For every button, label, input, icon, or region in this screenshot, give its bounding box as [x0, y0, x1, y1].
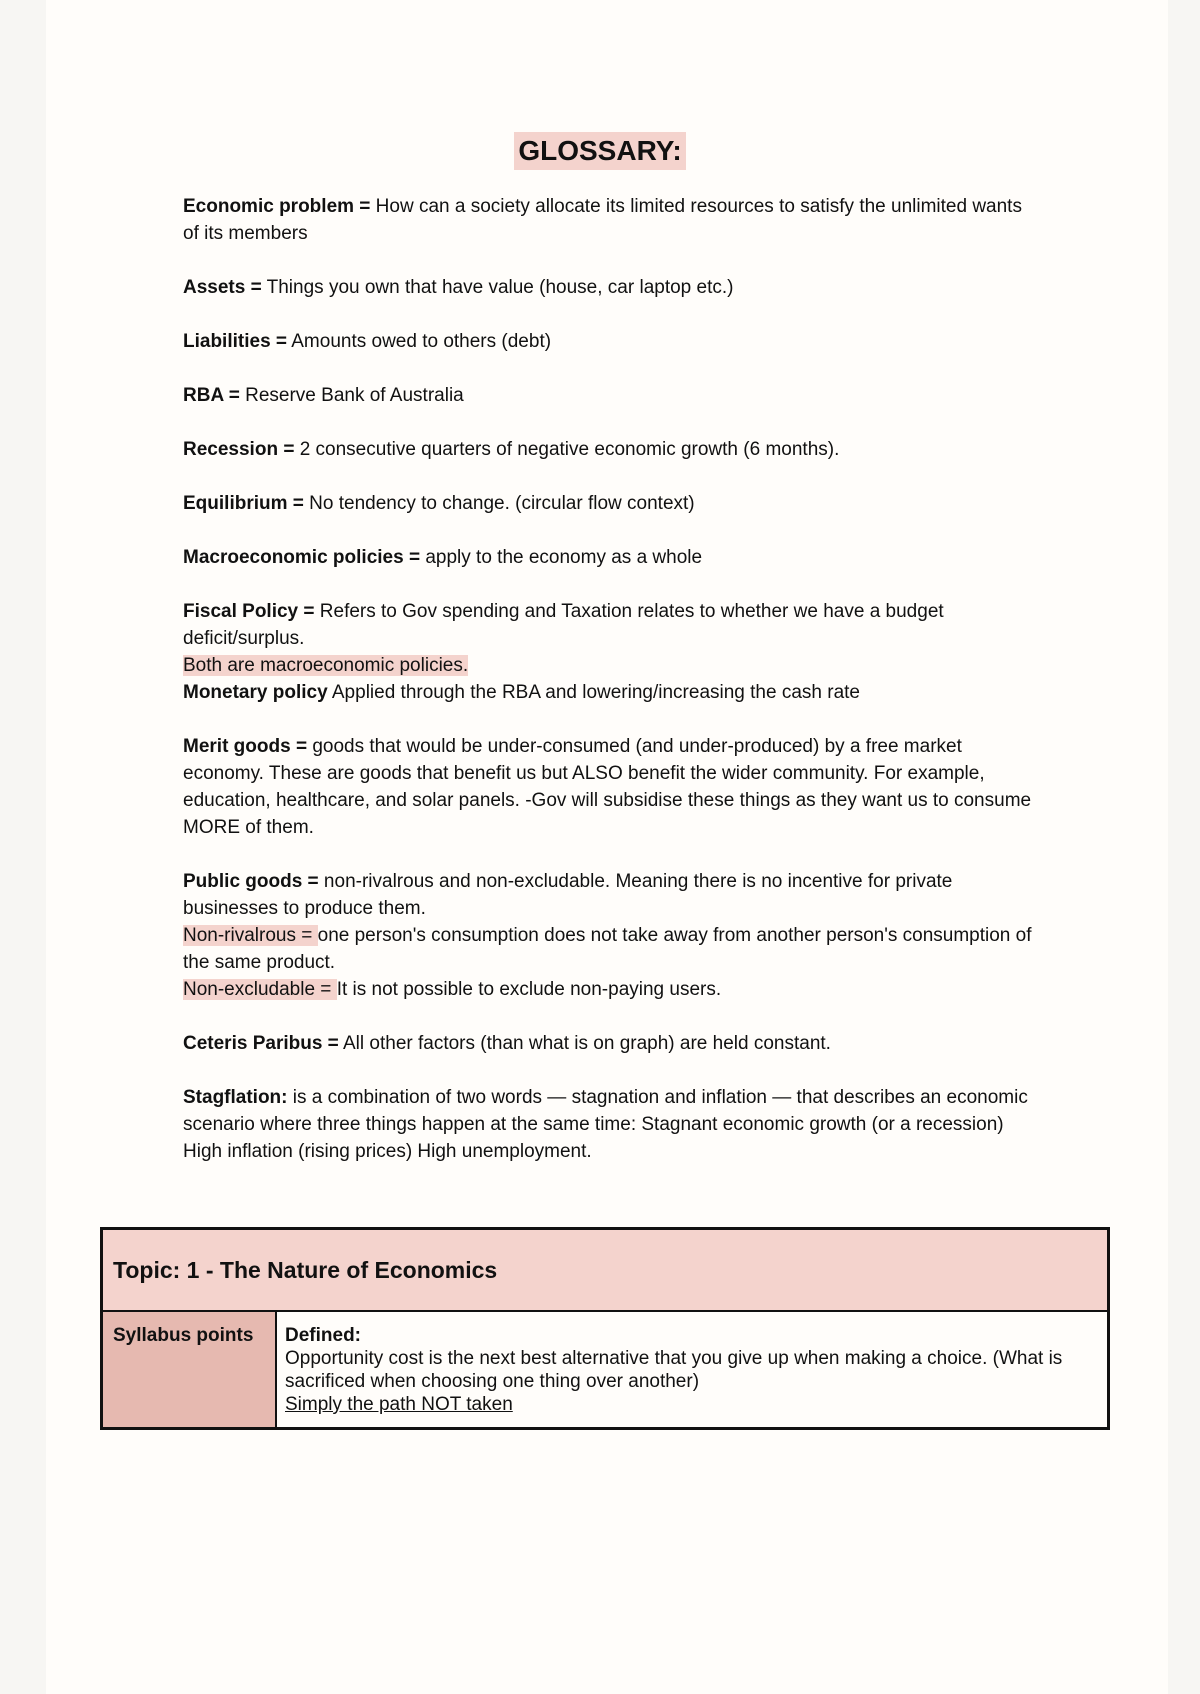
entry-recession — [183, 436, 1043, 463]
definition: is a combination of two words — stagnation and inflation — that describes an economic scenario where three things happen at the same time: Stagnant economic growth (or a recession) High inflation (rising prices) High unemployment. — [183, 1087, 1028, 1162]
underlined-note: Simply the path NOT taken — [285, 1394, 513, 1415]
definition: How can a society allocate its limited resources to satisfy the unlimited wants of its members — [183, 196, 1022, 244]
definition: Amounts owed to others (debt) — [287, 331, 552, 352]
entry-liabilities — [183, 328, 1043, 355]
glossary-list — [183, 193, 1043, 1192]
highlighted-term: Non-rivalrous = — [183, 925, 318, 946]
definition: Reserve Bank of Australia — [239, 385, 464, 406]
term: Liabilities = — [183, 331, 288, 352]
entry-merit-goods — [183, 733, 1043, 841]
topic-header: Topic: 1 - The Nature of Economics — [103, 1230, 1107, 1312]
entry-stagflation — [183, 1084, 1043, 1165]
topic-content — [277, 1312, 1107, 1427]
entry-non-rivalrous — [183, 922, 1043, 976]
definition: No tendency to change. (circular flow context) — [303, 493, 695, 514]
entry-equilibrium — [183, 490, 1043, 517]
glossary-title: GLOSSARY: — [514, 132, 685, 170]
term: Merit goods = — [183, 736, 308, 757]
term: Stagflation: — [183, 1087, 288, 1108]
definition: 2 consecutive quarters of negative economic growth (6 months). — [294, 439, 840, 460]
term: Assets = — [183, 277, 262, 298]
definition: one person's consumption does not take away from another person's consumption of the same product. — [183, 925, 1032, 973]
entry-fiscal-policy — [183, 598, 1043, 652]
entry-macroeconomic-policies — [183, 544, 1043, 571]
term: Monetary policy — [183, 682, 328, 703]
term: Fiscal Policy = — [183, 601, 315, 622]
entry-economic-problem — [183, 193, 1043, 247]
entry-ceteris-paribus — [183, 1030, 1043, 1057]
definition: apply to the economy as a whole — [420, 547, 703, 568]
topic-table — [100, 1227, 1110, 1430]
term: Macroeconomic policies = — [183, 547, 421, 568]
entry-public-goods — [183, 868, 1043, 922]
defined-text: Opportunity cost is the next best alternative that you give up when making a choice. (What is sacrificed when choosing one thing over another) — [285, 1348, 1063, 1392]
title-wrap — [0, 132, 1200, 170]
definition: Things you own that have value (house, car laptop etc.) — [261, 277, 734, 298]
term: RBA = — [183, 385, 240, 406]
definition: goods that would be under-consumed (and under-produced) by a free market economy. These are goods that benefit us but ALSO benefit the wider community. For example, education, healthcare, and solar panels. -Gov will subsidise these things as they want us to consume MORE of them. — [183, 736, 1032, 838]
highlighted-term: Non-excludable = — [183, 979, 337, 1000]
entry-monetary-policy — [183, 679, 1043, 706]
definition: non-rivalrous and non-excludable. Meaning there is no incentive for private businesses to produce them. — [183, 871, 953, 919]
definition: It is not possible to exclude non-paying users. — [336, 979, 722, 1000]
term: Ceteris Paribus = — [183, 1033, 339, 1054]
definition: Applied through the RBA and lowering/increasing the cash rate — [327, 682, 860, 703]
both-policies-note — [183, 652, 1043, 679]
topic-row — [103, 1312, 1107, 1427]
entry-assets — [183, 274, 1043, 301]
entry-non-excludable — [183, 976, 1043, 1003]
highlighted-note: Both are macroeconomic policies. — [183, 655, 469, 676]
definition: All other factors (than what is on graph) are held constant. — [338, 1033, 831, 1054]
term: Economic problem = — [183, 196, 371, 217]
syllabus-points-label: Syllabus points — [103, 1312, 277, 1427]
entry-rba — [183, 382, 1043, 409]
defined-label: Defined: — [285, 1325, 361, 1346]
term: Public goods = — [183, 871, 319, 892]
term: Equilibrium = — [183, 493, 304, 514]
definition: Refers to Gov spending and Taxation relates to whether we have a budget deficit/surplus. — [183, 601, 944, 649]
term: Recession = — [183, 439, 295, 460]
